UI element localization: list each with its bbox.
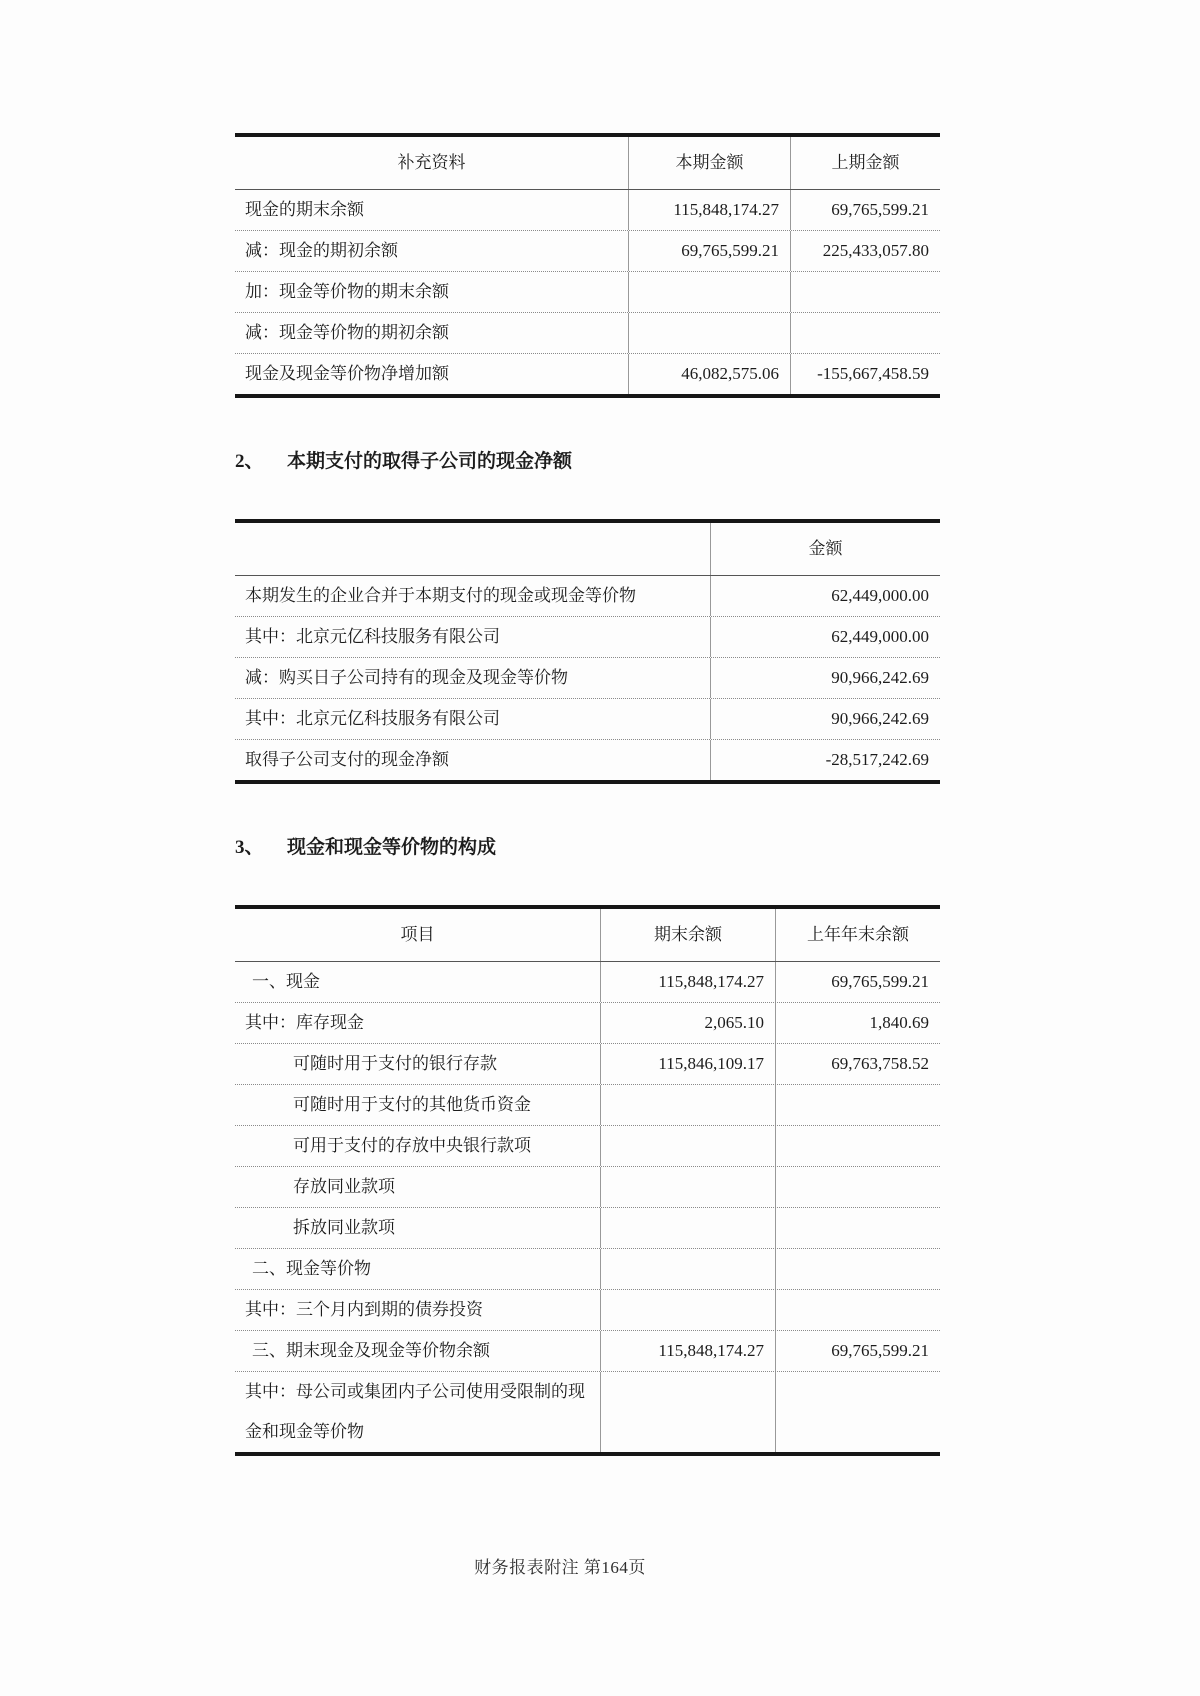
row-label: 存放同业款项 — [293, 1177, 395, 1196]
table-row — [235, 1044, 940, 1085]
column-header: 金额 — [710, 523, 940, 575]
table-row — [235, 740, 940, 780]
amount-cell: 62,449,000.00 — [710, 617, 940, 657]
amount-cell — [775, 1290, 940, 1330]
cash-composition-table — [235, 905, 940, 1456]
row-label: 现金及现金等价物净增加额 — [245, 364, 449, 383]
amount-cell: 46,082,575.06 — [628, 354, 790, 394]
amount-cell: 90,966,242.69 — [710, 699, 940, 739]
row-label: 可随时用于支付的其他货币资金 — [293, 1095, 531, 1114]
amount-cell — [600, 1126, 775, 1166]
amount-cell: 115,848,174.27 — [628, 190, 790, 230]
section-3-number: 3、 — [235, 837, 264, 858]
amount-cell — [600, 1085, 775, 1125]
row-label: 一、现金 — [252, 972, 320, 991]
row-label: 其中：母公司或集团内子公司使用受限制的现金和现金等价物 — [245, 1382, 585, 1441]
amount-cell — [775, 1085, 940, 1125]
table-row — [235, 1372, 940, 1452]
table-row — [235, 1290, 940, 1331]
amount-cell — [775, 1167, 940, 1207]
table-row — [235, 1167, 940, 1208]
amount-cell — [600, 1290, 775, 1330]
row-label: 减：现金等价物的期初余额 — [245, 323, 449, 342]
table-row — [235, 1249, 940, 1290]
table-row — [235, 658, 940, 699]
amount-cell: 69,765,599.21 — [775, 1331, 940, 1371]
column-header: 上年年末余额 — [775, 909, 940, 961]
row-label: 其中：北京元亿科技服务有限公司 — [245, 627, 500, 646]
amount-cell: 90,966,242.69 — [710, 658, 940, 698]
table-row — [235, 313, 940, 354]
amount-cell: 2,065.10 — [600, 1003, 775, 1043]
row-label: 减：购买日子公司持有的现金及现金等价物 — [245, 668, 568, 687]
page-footer: 财务报表附注 第164页 — [474, 1558, 646, 1577]
row-label: 可随时用于支付的银行存款 — [293, 1054, 497, 1073]
section-2-title: 本期支付的取得子公司的现金净额 — [287, 451, 573, 472]
table-row — [235, 617, 940, 658]
amount-cell — [600, 1167, 775, 1207]
row-label: 减：现金的期初余额 — [245, 241, 398, 260]
table-row — [235, 1126, 940, 1167]
section-3-heading — [235, 832, 940, 859]
row-label: 现金的期末余额 — [245, 200, 364, 219]
amount-cell — [600, 1372, 775, 1452]
amount-cell: 1,840.69 — [775, 1003, 940, 1043]
table-row — [235, 576, 940, 617]
amount-cell — [775, 1208, 940, 1248]
amount-cell: 69,765,599.21 — [775, 962, 940, 1002]
subsidiary-acquisition-cash-table — [235, 519, 940, 784]
amount-cell — [775, 1372, 940, 1452]
row-label: 可用于支付的存放中央银行款项 — [293, 1136, 531, 1155]
table-row — [235, 962, 940, 1003]
table-header-row — [235, 137, 940, 190]
table-row — [235, 354, 940, 394]
row-label: 取得子公司支付的现金净额 — [245, 750, 449, 769]
section-2-heading — [235, 446, 940, 473]
table-header-row — [235, 523, 940, 576]
column-header: 上期金额 — [790, 137, 940, 189]
amount-cell: 115,846,109.17 — [600, 1044, 775, 1084]
section-3-title: 现金和现金等价物的构成 — [287, 837, 497, 858]
table-row — [235, 1331, 940, 1372]
row-label: 加：现金等价物的期末余额 — [245, 282, 449, 301]
amount-cell — [628, 272, 790, 312]
row-label: 其中：三个月内到期的债券投资 — [245, 1300, 483, 1319]
amount-cell — [628, 313, 790, 353]
table-row — [235, 231, 940, 272]
amount-cell: 62,449,000.00 — [710, 576, 940, 616]
row-label: 二、现金等价物 — [252, 1259, 371, 1278]
table-row — [235, 1208, 940, 1249]
column-header: 补充资料 — [397, 153, 466, 172]
column-header: 项目 — [400, 925, 435, 944]
amount-cell — [790, 272, 940, 312]
amount-cell: 69,765,599.21 — [628, 231, 790, 271]
table-row — [235, 272, 940, 313]
amount-cell — [775, 1126, 940, 1166]
amount-cell — [790, 313, 940, 353]
table-row — [235, 699, 940, 740]
amount-cell: -155,667,458.59 — [790, 354, 940, 394]
table-header-row — [235, 909, 940, 962]
row-label: 拆放同业款项 — [293, 1218, 395, 1237]
row-label: 三、期末现金及现金等价物余额 — [252, 1341, 490, 1360]
row-label: 其中：北京元亿科技服务有限公司 — [245, 709, 500, 728]
amount-cell: 115,848,174.27 — [600, 962, 775, 1002]
section-2-number: 2、 — [235, 451, 264, 472]
column-header: 本期金额 — [628, 137, 790, 189]
row-label: 其中：库存现金 — [245, 1013, 364, 1032]
amount-cell — [600, 1208, 775, 1248]
table-row — [235, 1085, 940, 1126]
column-header — [235, 523, 710, 575]
amount-cell: -28,517,242.69 — [710, 740, 940, 780]
page-content — [235, 133, 940, 1456]
amount-cell: 115,848,174.27 — [600, 1331, 775, 1371]
table-row — [235, 190, 940, 231]
amount-cell: 69,765,599.21 — [790, 190, 940, 230]
amount-cell — [600, 1249, 775, 1289]
table-row — [235, 1003, 940, 1044]
amount-cell: 225,433,057.80 — [790, 231, 940, 271]
column-header: 期末余额 — [600, 909, 775, 961]
row-label: 本期发生的企业合并于本期支付的现金或现金等价物 — [245, 586, 636, 605]
amount-cell — [775, 1249, 940, 1289]
amount-cell: 69,763,758.52 — [775, 1044, 940, 1084]
supplementary-info-table — [235, 133, 940, 398]
